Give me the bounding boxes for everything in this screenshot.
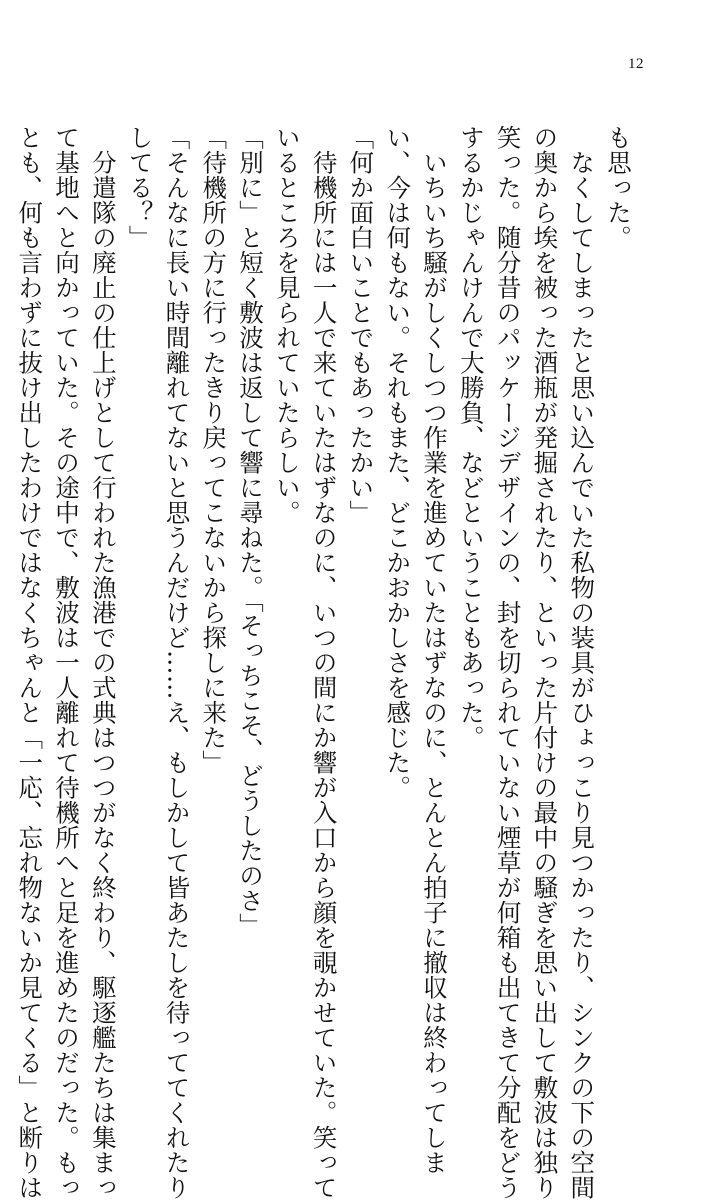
text-line: て基地へと向かっていた。その途中で、敷波は一人離れて待機所へと足を進めたのだった。もっ (52, 125, 82, 1200)
page-number: 12 (628, 56, 644, 72)
text-line: なくしてしまったと思い込んでいた私物の装具がひょっこり見つかったり、シンクの下の空間 (567, 125, 597, 1200)
text-line: 「別に」と短く敷波は返して響に尋ねた。「そっちこそ、どうしたのさ」 (236, 125, 266, 938)
text-line: い、今は何もない。それもまた、どこかおかしさを感じた。 (383, 125, 413, 800)
text-line: いるところを見られていたらしい。 (272, 125, 302, 525)
text-line: 「何か面白いことでもあったかい」 (346, 125, 376, 525)
text-line: 「待機所の方に行ったきり戻ってこないから探しに来た」 (199, 125, 229, 775)
text-line: も思った。 (604, 125, 633, 250)
text-line: するかじゃんけんで大勝負、などということもあった。 (456, 125, 486, 750)
text-line: 笑った。随分昔のパッケージデザインの、封を切られていない煙草が何箱も出てきて分配をどう (493, 125, 523, 1200)
body-text (15, 125, 636, 1200)
text-line: の奥から埃を被った酒瓶が発掘されたり、といった片付けの最中の騒ぎを思い出して敷波は独り (530, 125, 560, 1200)
text-line: いちいち騒がしくしつつ作業を進めていたはずなのに、とんとん拍子に撤収は終わってしま (420, 125, 450, 1175)
text-line: 待機所には一人で来ていたはずなのに、いつの間にか響が入口から顔を覗かせていた。笑って (309, 125, 339, 1200)
text-line: 「そんなに長い時間離れてないと思うんだけど……え、もしかして皆あたしを待っててくれたり (162, 125, 192, 1200)
text-line: してる？」 (125, 125, 155, 250)
text-line: とも、何も言わずに抜け出したわけではなくちゃんと「一応、忘れ物ないか見てくる」と断りは (15, 125, 45, 1200)
text-line: 分遣隊の廃止の仕上げとして行われた漁港での式典はつつがなく終わり、駆逐艦たちは集まっ (88, 125, 118, 1200)
